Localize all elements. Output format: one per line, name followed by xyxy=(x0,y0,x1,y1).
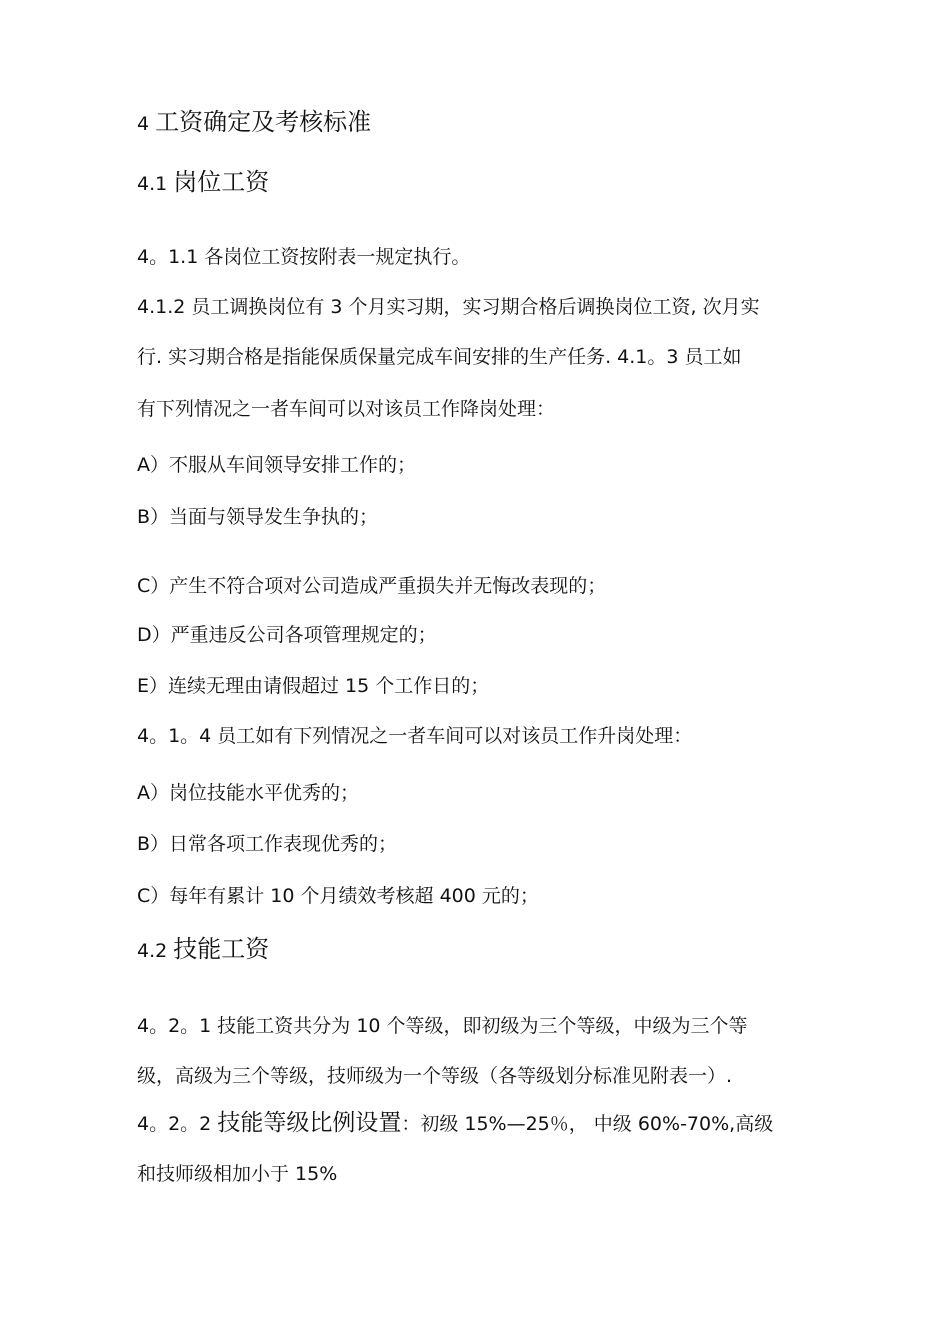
paragraph-4-1-3-line: 有下列情况之一者车间可以对该员工作降岗处理： xyxy=(137,398,556,420)
section-4-1-number: 4.1 xyxy=(137,173,174,195)
paragraph-4-2-1-line-1: 4。2。1 技能工资共分为 10 个等级，即初级为三个等级，中级为三个等 xyxy=(137,1015,748,1037)
demotion-item-e: E）连续无理由请假超过 15 个工作日的； xyxy=(137,675,490,697)
section-4-1-heading xyxy=(137,167,269,199)
paragraph-4-2-2-bold-title: 技能等级比例设置 xyxy=(217,1110,402,1136)
demotion-item-a: A）不服从车间领导安排工作的； xyxy=(137,454,416,476)
promotion-item-c: C）每年有累计 10 个月绩效考核超 400 元的； xyxy=(137,885,539,907)
demotion-item-c: C）产生不符合项对公司造成严重损失并无悔改表现的； xyxy=(137,575,607,597)
demotion-item-b: B）当面与领导发生争执的； xyxy=(137,506,379,528)
paragraph-4-1-4: 4。1。4 员工如有下列情况之一者车间可以对该员工作升岗处理： xyxy=(137,725,693,747)
paragraph-4-1-2-line-2: 行. 实习期合格是指能保质保量完成车间安排的生产任务. 4.1。3 员工如 xyxy=(137,346,742,368)
paragraph-4-2-2 xyxy=(137,1111,773,1136)
demotion-item-d: D）严重违反公司各项管理规定的； xyxy=(137,624,437,646)
paragraph-4-2-2-number: 4。2。2 xyxy=(137,1113,218,1135)
main-heading-number: 4 xyxy=(137,113,156,135)
section-4-2-heading xyxy=(137,934,269,966)
main-heading xyxy=(137,107,371,139)
paragraph-4-2-1-line-2: 级，高级为三个等级，技师级为一个等级（各等级划分标准见附表一）. xyxy=(137,1065,733,1087)
paragraph-4-2-2-line-2: 和技师级相加小于 15% xyxy=(137,1163,338,1185)
paragraph-4-1-1: 4。1.1 各岗位工资按附表一规定执行。 xyxy=(137,246,471,268)
section-4-1-title: 岗位工资 xyxy=(173,168,270,196)
promotion-item-a: A）岗位技能水平优秀的； xyxy=(137,782,359,804)
main-heading-text: 工资确定及考核标准 xyxy=(155,108,372,136)
section-4-2-number: 4.2 xyxy=(137,940,174,962)
promotion-item-b: B）日常各项工作表现优秀的； xyxy=(137,833,398,855)
section-4-2-title: 技能工资 xyxy=(173,935,270,963)
paragraph-4-1-2-line-1: 4.1.2 员工调换岗位有 3 个月实习期，实习期合格后调换岗位工资, 次月实 xyxy=(137,296,760,318)
paragraph-4-2-2-rest: ：初级 15%—25％， 中级 60%-70%,高级 xyxy=(401,1113,774,1135)
